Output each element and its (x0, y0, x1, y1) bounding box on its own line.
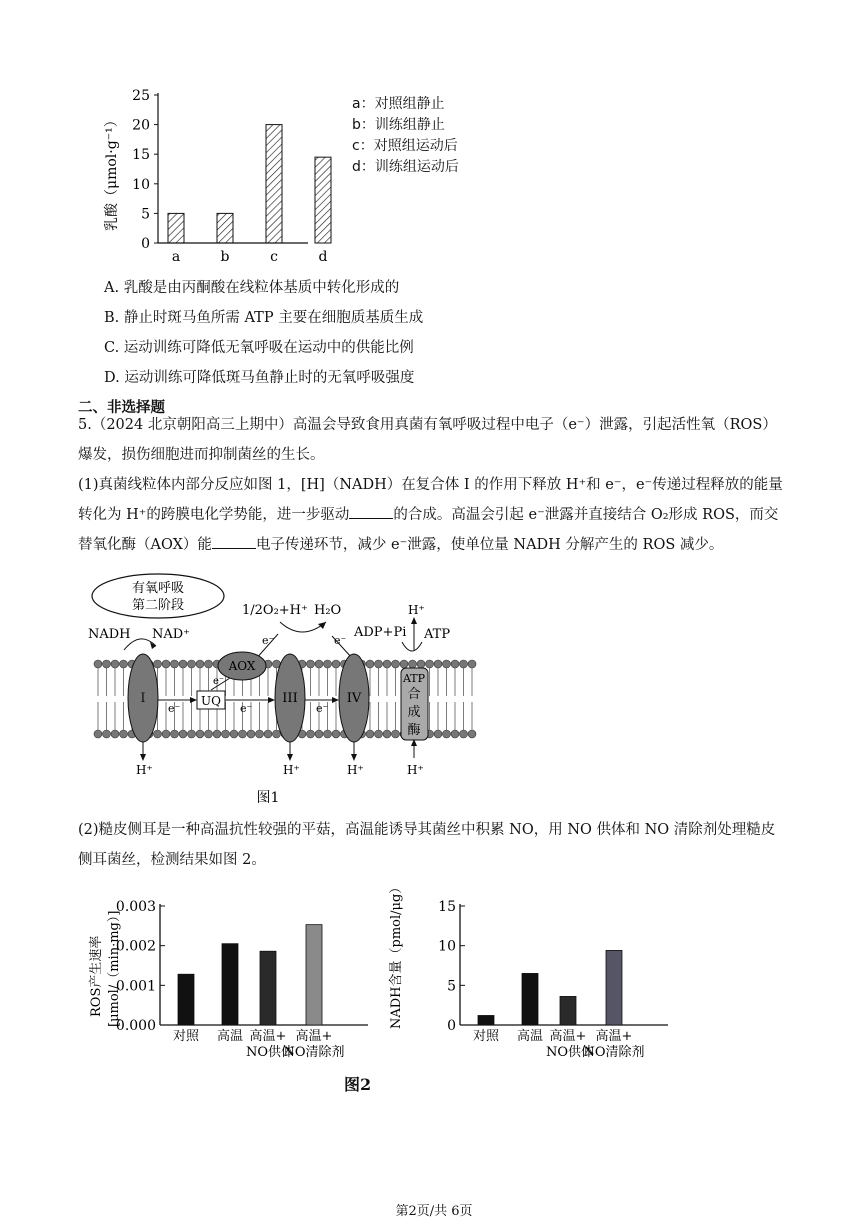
svg-text:IV: IV (346, 691, 362, 706)
lipid-head (103, 730, 111, 738)
lipid-head (247, 730, 255, 738)
y-tick-label: 0.003 (115, 899, 156, 915)
ros-chart (78, 880, 378, 1065)
lipid-head (375, 660, 383, 668)
lipid-head (171, 660, 179, 668)
x-tick-label: 高温+ (249, 1029, 287, 1044)
lactate-legend (352, 94, 459, 178)
bubble-line2: 第二阶段 (131, 598, 185, 613)
lipid-head (409, 660, 417, 668)
x-tick-label: 高温 (516, 1029, 544, 1044)
bar-1 (522, 973, 538, 1025)
lipid-head (307, 660, 315, 668)
y-tick-label: 10 (438, 938, 456, 955)
lipid-head (307, 730, 315, 738)
bar-3 (606, 950, 622, 1025)
x-tick-label-line2: NO供体 (545, 1045, 595, 1060)
svg-text:e⁻: e⁻ (213, 676, 225, 687)
question-5-part2 (78, 815, 790, 875)
lipid-head (94, 730, 102, 738)
atp-label: ATP (424, 627, 451, 642)
y-tick-label: 15 (438, 899, 456, 915)
lipid-head (162, 730, 170, 738)
q5-p2-line1: (2)糙皮侧耳是一种高温抗性较强的平菇，高温能诱导其菌丝中积累 NO，用 NO 供体和 NO 清除剂处理糙皮 (78, 822, 776, 838)
lipid-head (94, 660, 102, 668)
lipid-head (230, 730, 238, 738)
answer-blank-2[interactable] (212, 534, 256, 549)
q5-line2: 爆发，损伤细胞进而抑制菌丝的生长。 (78, 447, 325, 463)
lipid-head (120, 730, 128, 738)
lipid-head (426, 660, 434, 668)
svg-text:合: 合 (407, 687, 421, 702)
option-c: C. 运动训练可降低无氧呼吸在运动中的供能比例 (104, 340, 414, 356)
y-axis-label: 乳酸（μmol·g⁻¹） (104, 113, 120, 231)
lipid-head (366, 730, 374, 738)
bar-0 (178, 974, 194, 1025)
y-axis-label: NADH含量（pmol/μg） (389, 880, 404, 1029)
svg-text:成: 成 (407, 705, 421, 720)
svg-text:I: I (140, 691, 146, 706)
lipid-head (179, 660, 187, 668)
lipid-head (315, 660, 323, 668)
y-axis-label-line2: [μmol/（min·mg）] (107, 910, 122, 1027)
lipid-head (460, 730, 468, 738)
question-5-part1: (1)真菌线粒体内部分反应如图 1，[H]（NADH）在复合体 I 的作用下释放 H⁺和 e⁻，e⁻传递过程释放的能量 转化为 H⁺的跨膜电化学势能，进一步驱动 的合成。高温会引起 e⁻泄露并直接结合 O₂形成 ROS，而交 替氧化酶（AOX）能 电子传递环节，减少 e⁻泄露，使单位量 NADH 分解产生的 ROS 减少。 (78, 470, 790, 560)
y-tick-label: 10 (132, 176, 150, 193)
figure2-caption: 图2 (344, 1075, 372, 1094)
x-tick-label: 高温 (216, 1029, 244, 1044)
lipid-head (205, 660, 213, 668)
y-tick-label: 0 (447, 1018, 456, 1034)
svg-text:e⁻: e⁻ (316, 702, 329, 715)
lipid-head (154, 730, 162, 738)
q5-p1-line1: (1)真菌线粒体内部分反应如图 1，[H]（NADH）在复合体 I 的作用下释放 H⁺和 e⁻，e⁻传递过程释放的能量 (78, 477, 783, 493)
x-tick-label-line2: NO清除剂 (283, 1045, 345, 1060)
y-tick-label: 15 (132, 147, 150, 164)
y-axis-label-line1: ROS产生速率 (89, 935, 104, 1017)
lipid-head (468, 660, 476, 668)
y-tick-label: 0.002 (115, 938, 156, 955)
answer-blank-1[interactable] (349, 504, 393, 519)
legend-a: a：对照组静止 (352, 96, 445, 112)
y-tick-label: 0.001 (115, 978, 156, 995)
lipid-head (451, 660, 459, 668)
lipid-head (188, 730, 196, 738)
lipid-head (205, 730, 213, 738)
x-tick-label: 高温+ (549, 1029, 587, 1044)
lipid-head (468, 730, 476, 738)
legend-d: d：训练组运动后 (352, 159, 459, 175)
x-tick-label: b (220, 249, 230, 265)
svg-text:e⁻: e⁻ (240, 702, 253, 715)
proton-top: H⁺ (408, 603, 425, 617)
section-title: 二、非选择题 (78, 399, 165, 416)
svg-text:酶: 酶 (407, 723, 421, 738)
y-tick-label: 5 (447, 978, 456, 995)
bar-2 (560, 996, 576, 1025)
lipid-head (460, 660, 468, 668)
bar-0 (478, 1015, 494, 1025)
bar-a (168, 213, 184, 243)
figure1-caption: 图1 (256, 790, 280, 806)
bar-c (266, 125, 282, 243)
proton-1: H⁺ (136, 763, 153, 777)
lipid-head (111, 730, 119, 738)
lipid-head (315, 730, 323, 738)
nad-label: NAD⁺ (152, 627, 191, 642)
lipid-head (443, 660, 451, 668)
svg-text:AOX: AOX (228, 659, 256, 673)
lipid-head (196, 660, 204, 668)
lipid-head (443, 730, 451, 738)
x-tick-label: 高温+ (295, 1029, 333, 1044)
figure1-membrane-diagram (80, 572, 480, 812)
proton-4: H⁺ (407, 763, 424, 777)
svg-text:ATP: ATP (402, 672, 426, 685)
x-tick-label: a (171, 249, 181, 265)
adp-label: ADP+Pi (354, 625, 407, 640)
lipid-head (392, 730, 400, 738)
bar-d (315, 157, 331, 243)
lipid-head (417, 660, 425, 668)
lipid-head (196, 730, 204, 738)
page-footer: 第2页/共 6页 (395, 1204, 473, 1219)
lipid-head (256, 730, 264, 738)
y-tick-label: 25 (132, 88, 150, 104)
proton-out-arrowhead (140, 754, 146, 761)
legend-b: b：训练组静止 (352, 117, 445, 133)
proton-out-arrowhead (351, 754, 357, 761)
e-label-top1: e⁻ (262, 634, 275, 647)
h2o-label: H₂O (314, 603, 342, 618)
lipid-head (264, 730, 272, 738)
option-b: B. 静止时斑马鱼所需 ATP 主要在细胞质基质生成 (104, 310, 424, 326)
legend-c: c：对照组运动后 (352, 138, 458, 154)
lipid-head (400, 660, 408, 668)
lipid-head (273, 730, 281, 738)
lipid-head (324, 660, 332, 668)
bar-b (217, 213, 233, 243)
y-tick-label: 20 (132, 117, 150, 134)
lipid-head (383, 660, 391, 668)
lipid-head (154, 660, 162, 668)
lipid-head (188, 660, 196, 668)
bar-1 (222, 944, 238, 1025)
y-tick-label: 0 (141, 236, 150, 252)
lipid-head (434, 660, 442, 668)
x-tick-label: 对照 (172, 1029, 200, 1044)
o2-label: 1/2O₂+H⁺ (242, 603, 308, 618)
lipid-head (222, 730, 230, 738)
svg-text:e⁻: e⁻ (168, 702, 181, 715)
lipid-head (375, 730, 383, 738)
x-tick-label: 对照 (472, 1029, 500, 1044)
x-tick-label-line2: NO供体 (245, 1045, 295, 1060)
lipid-head (171, 730, 179, 738)
lactate-chart (100, 85, 340, 265)
nadh-label: NADH (88, 627, 131, 642)
lipid-head (383, 730, 391, 738)
e-label-top2: e⁻ (334, 634, 347, 647)
proton-out-arrowhead (287, 754, 293, 761)
lipid-head (324, 730, 332, 738)
proton-2: H⁺ (283, 763, 300, 777)
lipid-head (451, 730, 459, 738)
nadh-chart (378, 880, 678, 1065)
lipid-head (213, 730, 221, 738)
lipid-head (179, 730, 187, 738)
option-d: D. 运动训练可降低斑马鱼静止时的无氧呼吸强度 (104, 370, 415, 386)
x-tick-label: 高温+ (595, 1029, 633, 1044)
question-5 (78, 410, 790, 470)
bar-3 (306, 925, 322, 1025)
option-a: A. 乳酸是由丙酮酸在线粒体基质中转化形成的 (104, 280, 400, 296)
q5-p2-line2: 侧耳菌丝，检测结果如图 2。 (78, 852, 266, 868)
bubble-line1: 有氧呼吸 (131, 581, 185, 596)
lipid-head (332, 730, 340, 738)
lipid-head (103, 660, 111, 668)
q5-line1: 5.（2024 北京朝阳高三上期中）高温会导致食用真菌有氧呼吸过程中电子（e⁻）泄露，引起活性氧（ROS） (78, 417, 777, 433)
y-tick-label: 0.000 (115, 1018, 156, 1034)
svg-text:III: III (282, 691, 298, 706)
svg-text:UQ: UQ (201, 694, 221, 708)
x-tick-label: c (270, 249, 278, 265)
lipid-head (162, 660, 170, 668)
y-tick-label: 5 (141, 206, 150, 223)
bar-2 (260, 951, 276, 1025)
lipid-head (239, 730, 247, 738)
lipid-head (332, 660, 340, 668)
proton-3: H⁺ (347, 763, 364, 777)
lipid-head (392, 660, 400, 668)
x-tick-label: d (318, 249, 328, 265)
x-tick-label-line2: NO清除剂 (583, 1045, 645, 1060)
lipid-head (366, 660, 374, 668)
lipid-head (111, 660, 119, 668)
lipid-head (120, 660, 128, 668)
lipid-head (434, 730, 442, 738)
